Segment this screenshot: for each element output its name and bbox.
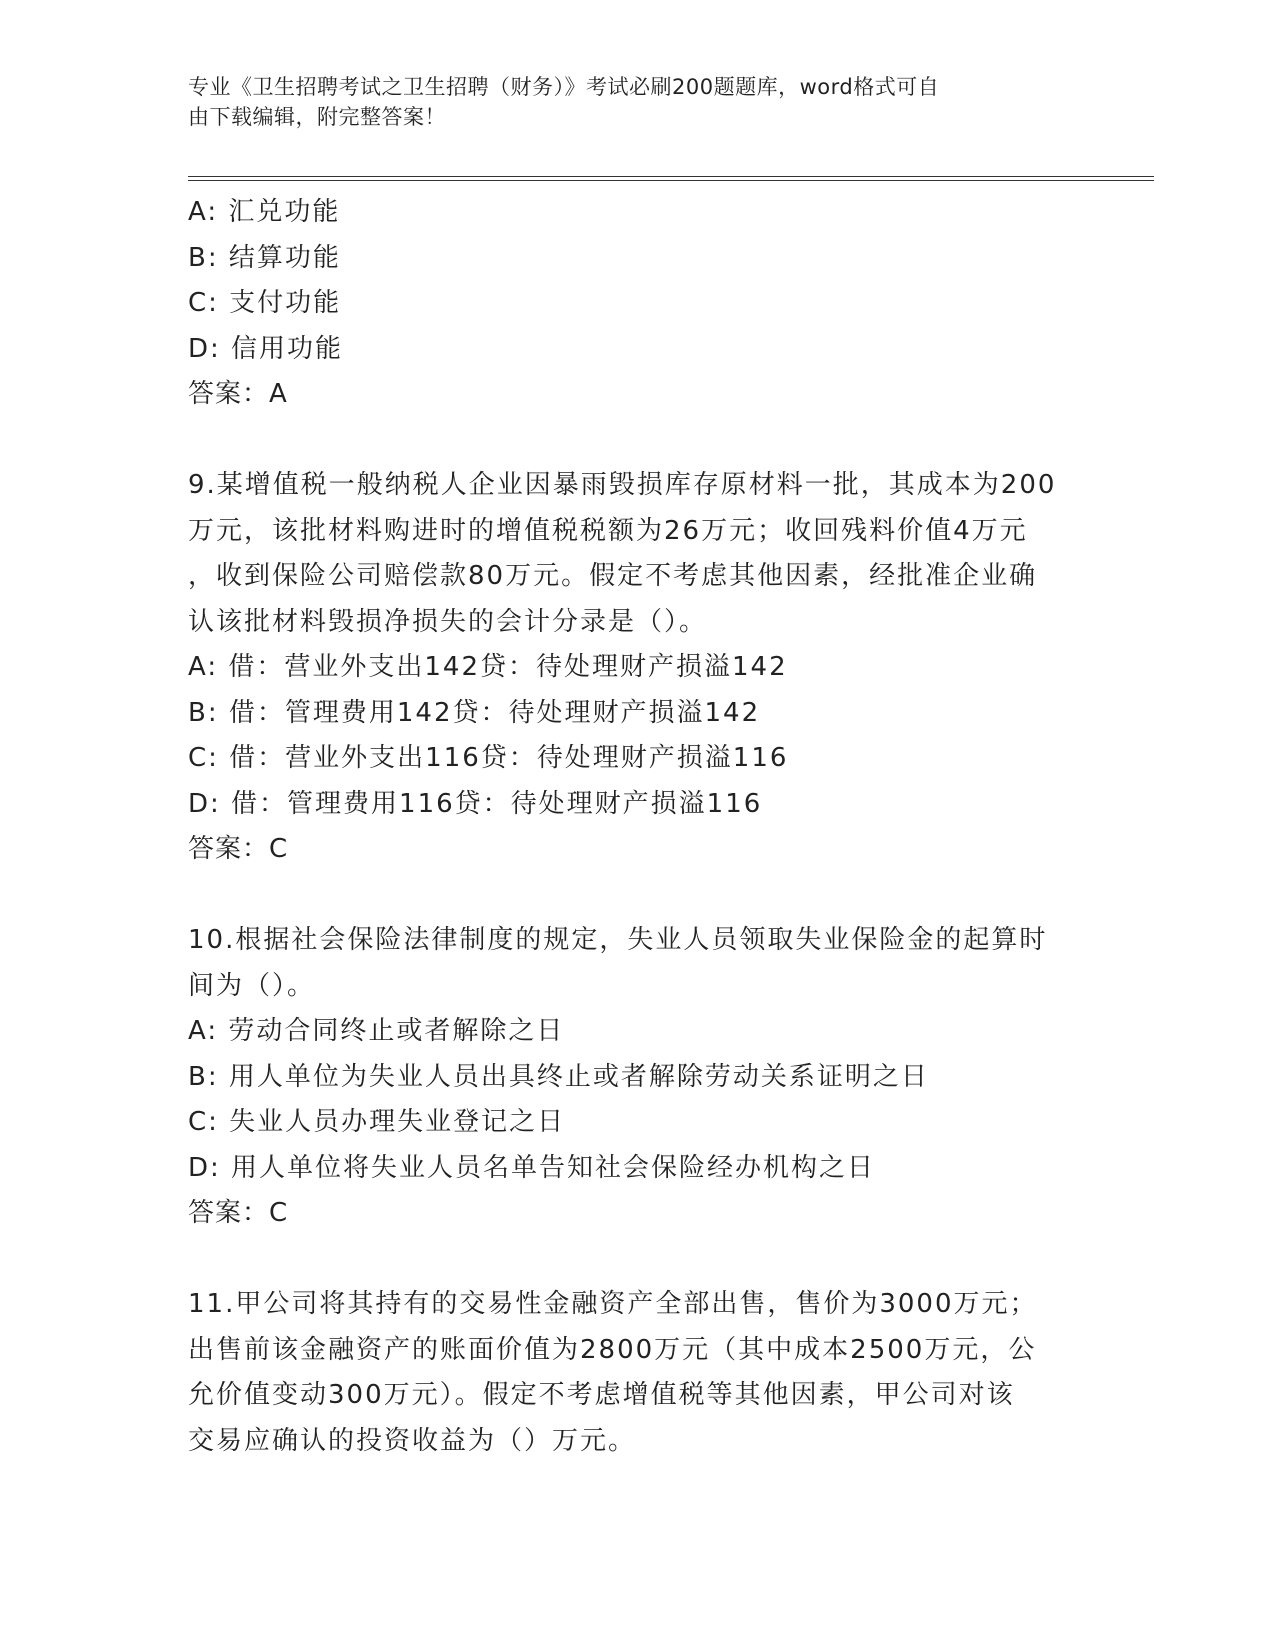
- option-a: A: 汇兑功能: [188, 197, 341, 227]
- document-header: [188, 72, 1068, 132]
- question-8: [188, 190, 1088, 418]
- header-line-1: 专业《卫生招聘考试之卫生招聘（财务）》考试必刷200题题库，word格式可自: [188, 75, 940, 99]
- answer: 答案：C: [188, 1198, 289, 1228]
- question-text-line: 9.某增值税一般纳税人企业因暴雨毁损库存原材料一批，其成本为200: [188, 470, 1057, 500]
- option-a: A: 劳动合同终止或者解除之日: [188, 1016, 565, 1046]
- option-d: D: 信用功能: [188, 333, 344, 364]
- question-11: [188, 1282, 1088, 1464]
- option-c: C: 借：营业外支出116贷：待处理财产损溢116: [188, 743, 789, 773]
- answer: 答案：A: [188, 379, 288, 409]
- header-line-2: 由下载编辑，附完整答案！: [188, 105, 446, 129]
- question-gap: [188, 873, 1088, 919]
- header-divider: [188, 176, 1154, 181]
- question-text-line: 交易应确认的投资收益为（）万元。: [188, 1425, 637, 1456]
- option-b: B: 结算功能: [188, 242, 341, 273]
- option-b: B: 用人单位为失业人员出具终止或者解除劳动关系证明之日: [188, 1061, 929, 1092]
- question-text-line: 允价值变动300万元）。假定不考虑增值税等其他因素，甲公司对该: [188, 1380, 1015, 1410]
- question-gap: [188, 418, 1088, 464]
- option-d: D: 借：管理费用116贷：待处理财产损溢116: [188, 788, 763, 819]
- question-list: [188, 190, 1088, 1464]
- question-text-line: 间为（）。: [188, 970, 316, 1001]
- option-a: A: 借：营业外支出142贷：待处理财产损溢142: [188, 652, 788, 682]
- option-c: C: 失业人员办理失业登记之日: [188, 1107, 566, 1137]
- question-10: [188, 918, 1088, 1237]
- option-c: C: 支付功能: [188, 288, 342, 318]
- question-gap: [188, 1237, 1088, 1283]
- question-text-line: 出售前该金融资产的账面价值为2800万元（其中成本2500万元，公: [188, 1334, 1037, 1365]
- option-b: B: 借：管理费用142贷：待处理财产损溢142: [188, 697, 761, 728]
- question-text-line: 10.根据社会保险法律制度的规定，失业人员领取失业保险金的起算时: [188, 925, 1048, 955]
- option-d: D: 用人单位将失业人员名单告知社会保险经办机构之日: [188, 1152, 876, 1183]
- question-text-line: 万元，该批材料购进时的增值税税额为26万元；收回残料价值4万元: [188, 515, 1028, 546]
- question-text-line: 11.甲公司将其持有的交易性金融资产全部出售，售价为3000万元；: [188, 1289, 1038, 1319]
- question-text-line: 认该批材料毁损净损失的会计分录是（）。: [188, 606, 708, 637]
- answer: 答案：C: [188, 834, 289, 864]
- question-text-line: ，收到保险公司赔偿款80万元。假定不考虑其他因素，经批准企业确: [188, 561, 1038, 591]
- question-9: [188, 463, 1088, 873]
